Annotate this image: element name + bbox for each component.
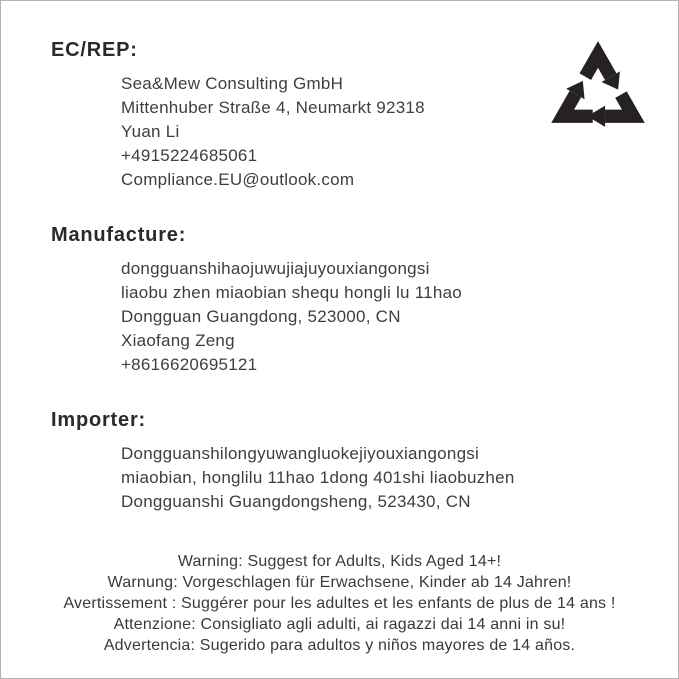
warning-line-italian: Attenzione: Consigliato agli adulti, ai ragazzi dai 14 anni in su! [113,616,566,633]
manufacture-street-address: liaobu zhen miaobian shequ hongli lu 11hao [121,283,462,302]
manufacture-heading: Manufacture: [51,224,187,246]
ec-rep-company: Sea&Mew Consulting GmbH [121,74,344,93]
manufacture-phone: +8616620695121 [121,355,258,374]
importer-body [121,442,678,514]
manufacture-city-region: Dongguan Guangdong, 523000, CN [121,307,401,326]
ec-rep-email: Compliance.EU@outlook.com [121,170,355,189]
section-importer [51,407,678,514]
section-manufacture [51,222,678,377]
manufacture-contact-name: Xiaofang Zeng [121,331,235,350]
warning-line-german: Warnung: Vorgeschlagen für Erwachsene, Kinder ab 14 Jahren! [107,574,572,591]
warnings-block [1,551,678,656]
manufacture-body [121,257,678,377]
warning-line-english: Warning: Suggest for Adults, Kids Aged 14+! [177,553,502,570]
ec-rep-contact-name: Yuan Li [121,122,180,141]
recycle-icon [545,38,651,138]
ec-rep-phone: +4915224685061 [121,146,258,165]
importer-heading: Importer: [51,409,146,431]
importer-city-region: Dongguanshi Guangdongsheng, 523430, CN [121,492,471,511]
importer-company: Dongguanshilongyuwangluokejiyouxiangongsi [121,444,480,463]
manufacture-company: dongguanshihaojuwujiajuyouxiangongsi [121,259,430,278]
warning-line-french: Avertissement : Suggérer pour les adultes et les enfants de plus de 14 ans ! [63,595,616,612]
warning-line-spanish: Advertencia: Sugerido para adultos y niños mayores de 14 años. [103,637,576,654]
ec-rep-heading: EC/REP: [51,39,138,61]
ec-rep-street-address: Mittenhuber Straße 4, Neumarkt 92318 [121,98,425,117]
importer-street-address: miaobian, honglilu 11hao 1dong 401shi liaobuzhen [121,468,515,487]
